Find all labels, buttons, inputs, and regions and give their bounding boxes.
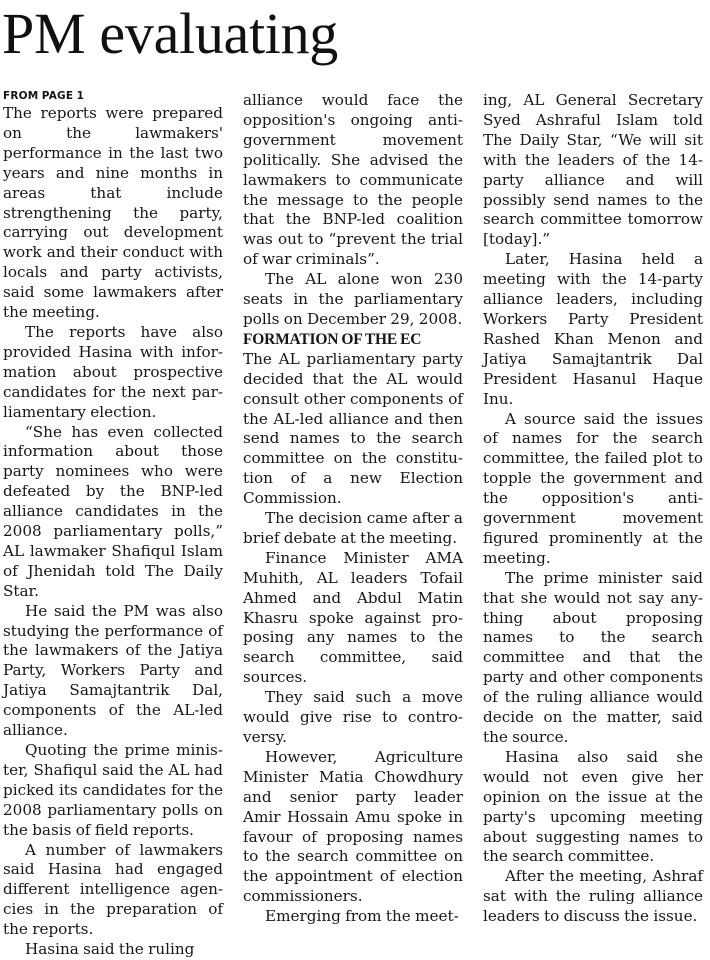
column-1	[3, 89, 223, 960]
paragraph: After the meeting, Ashraf sat with the ruling alliance leaders to discuss the issue.	[483, 867, 703, 926]
paragraph: The reports were prepared on the lawmakers' performance in the last two years and nine months in areas that include strengthening the party, carrying out development work and their conduct with locals and party activists, said some lawmakers after the meeting.	[3, 104, 223, 322]
paragraph: The decision came after a brief debate at the meeting.	[243, 509, 463, 547]
paragraph: A source said the issues of names for the search committee, the failed plot to topple the government and the opposition's anti-government movement figured prominently at the meeting.	[483, 409, 703, 567]
paragraph: ing, AL General Secretary Syed Ashraful Islam told The Daily Star, “We will sit with the leaders of the 14-party alliance and will possibly send names to the search committee tomorrow [today].”	[483, 91, 703, 249]
kicker: FROM PAGE 1	[3, 90, 85, 102]
paragraph: The AL parliamentary party decided that the AL would consult other components of the AL-led alliance and then send names to the search committee on the constitution of a new Election Commission.	[243, 349, 463, 508]
paragraph: Emerging from the meet-	[265, 907, 459, 926]
paragraph: However, Agriculture Minister Matia Chowdhury and senior party leader Amir Hossain Amu spoke in favour of proposing names to the search committee on the appointment of election commissioners.	[243, 747, 463, 906]
paragraph: Later, Hasina held a meeting with the 14-party alliance leaders, including Workers Party President Rashed Khan Menon and Jatiya Samajtantrik Dal President Hasanul Haque Inu.	[483, 250, 703, 408]
paragraph: They said such a move would give rise to controversy.	[243, 688, 463, 746]
paragraph: The AL alone won 230 seats in the parliamentary polls on December 29, 2008.	[243, 270, 463, 328]
paragraph: A number of lawmakers said Hasina had engaged different intelligence agencies in the preparation of the reports.	[3, 840, 223, 939]
paragraph: Hasina said the ruling	[25, 940, 195, 959]
column-3	[483, 91, 703, 927]
paragraph: alliance would face the opposition's ongoing anti-government movement politically. She advised the lawmakers to communicate the message to the people that the BNP-led coalition was out to “prevent the trial of war criminals”.	[243, 91, 463, 269]
headline: PM evaluating	[2, 1, 339, 66]
paragraph: The reports have also provided Hasina with information about prospective candidates for the next parliamentary election.	[3, 322, 223, 421]
paragraph: Quoting the prime minister, Shafiqul said the AL had picked its candidates for the 2008 parliamentary polls on the basis of field reports.	[3, 741, 223, 839]
paragraph: The prime minister said that she would not say anything about proposing names to the search committee and that the party and other components of the ruling alliance would decide on the matter, said the source.	[483, 568, 703, 746]
paragraph: “She has even collected information about those party nominees who were defeated by the BNP-led alliance candidates in the 2008 parliamentary polls,” AL lawmaker Shafiqul Islam of Jhenidah told The Daily Star.	[3, 422, 223, 600]
subhead: FORMATION OF THE EC	[243, 330, 422, 348]
paragraph: Hasina also said she would not even give her opinion on the issue at the party's upcoming meeting about suggesting names to the search committee.	[483, 747, 703, 866]
column-2	[243, 91, 463, 927]
paragraph: He said the PM was also studying the performance of the lawmakers of the Jatiya Party, Workers Party and Jatiya Samajtantrik Dal, components of the AL-led alliance.	[3, 601, 223, 740]
paragraph: Finance Minister AMA Muhith, AL leaders Tofail Ahmed and Abdul Matin Khasru spoke against proposing any names to the search committee, said sources.	[243, 548, 463, 687]
